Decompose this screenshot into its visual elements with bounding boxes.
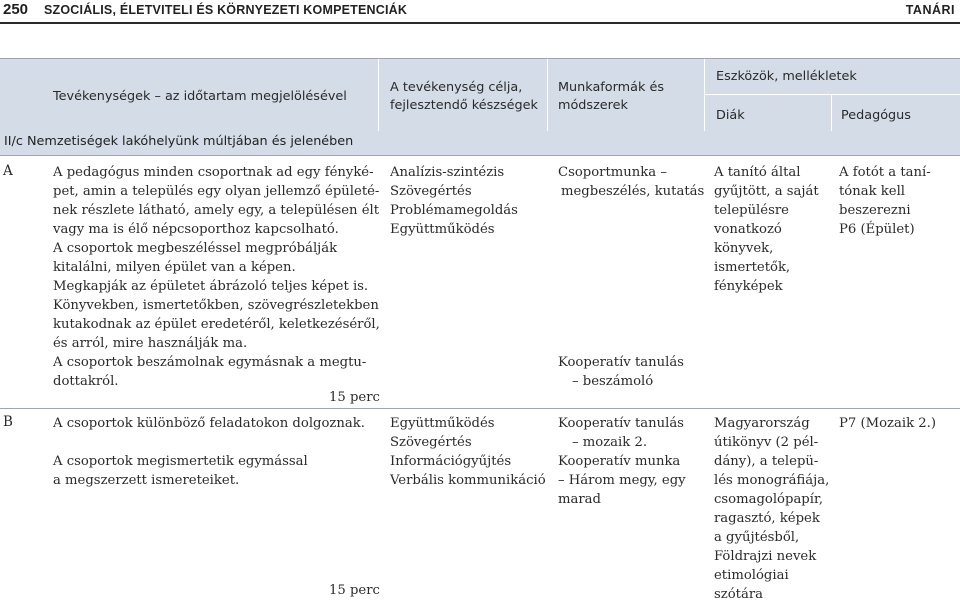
duration: 15 perc (329, 583, 380, 598)
header-methods: Munkaformák és módszerek (558, 80, 664, 113)
duration: 15 perc (329, 390, 380, 405)
teacher-tools: A fotót a taní- tónak kell beszerezni P6 (Épület) (839, 165, 931, 237)
work-methods: Kooperatív tanulás – mozaik 2. Kooperatív munka – Három megy, egy marad (558, 416, 686, 507)
section-title: II/c Nemzetiségek lakóhelyünk múltjában és jelenében (4, 134, 354, 149)
activity-description: A pedagógus minden csoportnak ad egy fényké- pet, amin a település egy olyan jellemző épületé- nek részlete látható, amely egy, a településen élt vagy ma is élő népcsoporthoz kapcsolható. A csoportok megbeszéléssel megpróbálják kitalálni, milyen épület van a képen. Megkapják az épületet ábrázoló teljes képet is. Könyvekben, ismertetőkben, szövegrészletekben kutakodnak az épület eredetéről, keletkezéséről, és arról, mire használják ma. A csoportok beszámolnak egymásnak a megtu- dottakról. (53, 165, 380, 389)
table-header (0, 58, 960, 132)
row-letter: A (3, 163, 13, 179)
page-header (0, 0, 960, 22)
activity-description: A csoportok megismertetik egymással a megszerzett ismereteiket. (53, 454, 308, 488)
column-divider (704, 59, 705, 131)
header-goal: A tevékenység célja, fejlesztendő készségek (390, 80, 538, 113)
page-number: 250 (3, 1, 29, 18)
column-divider (547, 59, 548, 131)
page-title: SZOCIÁLIS, ÉLETVITELI ÉS KÖRNYEZETI KOMPETENCIÁK (44, 3, 408, 17)
header-teacher: Pedagógus (841, 108, 911, 123)
goal-skills: Analízis-szintézis Szövegértés Problémamegoldás Együttműködés (390, 165, 518, 237)
column-divider (378, 59, 379, 131)
row-letter: B (3, 414, 13, 430)
tools-subheader-divider (705, 94, 960, 95)
activity-description: A csoportok különböző feladatokon dolgoznak. (53, 416, 365, 431)
work-methods: Csoportmunka – megbeszélés, kutatás (558, 165, 705, 199)
header-rule (0, 22, 960, 24)
student-tools: Magyarország útikönyv (2 pél- dány), a telepü- lés monográfiája, csomagolópapír, ragasztó, képek a gyűjtésből, Földrajzi nevek etimológiai szótára (714, 416, 830, 602)
student-tools: A tanító által gyűjtött, a saját településre vonatkozó könyvek, ismertetők, fényképek (714, 165, 819, 294)
column-divider (831, 95, 832, 131)
goal-skills: Együttműködés Szövegértés Információgyűjtés Verbális kommunikáció (390, 416, 546, 488)
header-tools: Eszközök, mellékletek (716, 69, 857, 84)
header-student: Diák (716, 108, 745, 123)
section-row (0, 131, 960, 156)
work-methods: Kooperatív tanulás – beszámoló (558, 355, 684, 389)
row-divider (0, 408, 960, 409)
teacher-tools: P7 (Mozaik 2.) (839, 416, 936, 431)
audience-tag: TANÁRI (905, 3, 955, 17)
header-activities: Tevékenységek – az időtartam megjelölésével (53, 89, 347, 104)
